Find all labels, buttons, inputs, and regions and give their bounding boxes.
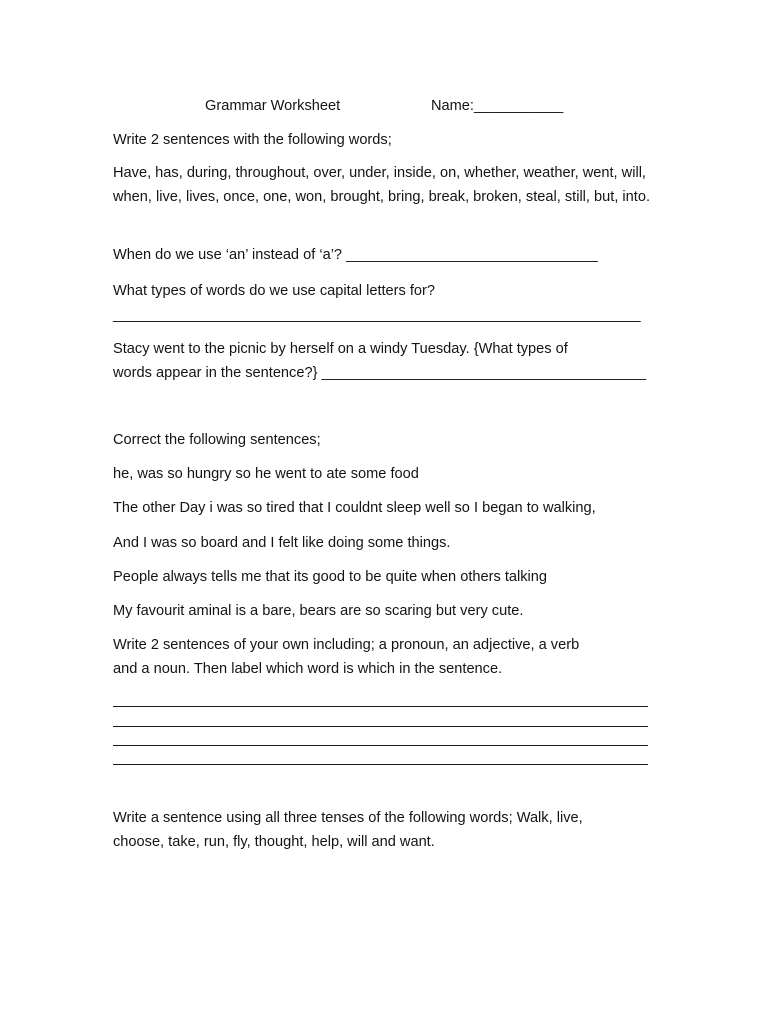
sentence-item: My favourit aminal is a bare, bears are so scaring but very cute.: [113, 603, 524, 619]
q6-line-1: Write 2 sentences of your own including; a pronoun, an adjective, a verb: [113, 637, 580, 653]
q1-prompt: Write 2 sentences with the following words;: [113, 132, 392, 148]
answer-line: [113, 764, 648, 765]
worksheet-title: Grammar Worksheet: [205, 98, 341, 114]
q3-answer-blank: _________________________________________________________________: [113, 307, 641, 323]
answer-line: [113, 745, 648, 746]
sentence-item: People always tells me that its good to be quite when others talking: [113, 569, 548, 585]
q5-prompt: Correct the following sentences;: [113, 432, 321, 448]
q4-line-1: Stacy went to the picnic by herself on a windy Tuesday. {What types of: [113, 341, 568, 357]
q6-line-2: and a noun. Then label which word is which in the sentence.: [113, 661, 503, 677]
q3-prompt: What types of words do we use capital letters for?: [113, 283, 436, 299]
q4-line-2: words appear in the sentence?} ________________________________________: [113, 365, 647, 381]
sentence-item: And I was so board and I felt like doing some things.: [113, 535, 451, 551]
name-field: Name:___________: [431, 98, 564, 114]
q1-word-list: Have, has, during, throughout, over, under, inside, on, whether, weather, went, will, when, live, lives, once, one, won, brought, bring, break, broken, steal, still, but, into.: [113, 165, 651, 205]
answer-line: [113, 706, 648, 707]
q7-line-1: Write a sentence using all three tenses of the following words; Walk, live,: [113, 810, 583, 826]
q7-line-2: choose, take, run, fly, thought, help, will and want.: [113, 834, 435, 850]
sentence-item: he, was so hungry so he went to ate some food: [113, 466, 419, 482]
q2-prompt: When do we use ‘an’ instead of ‘a’? _______________________________: [113, 247, 598, 263]
answer-line: [113, 726, 648, 727]
sentence-item: The other Day i was so tired that I couldnt sleep well so I began to walking,: [113, 500, 596, 516]
